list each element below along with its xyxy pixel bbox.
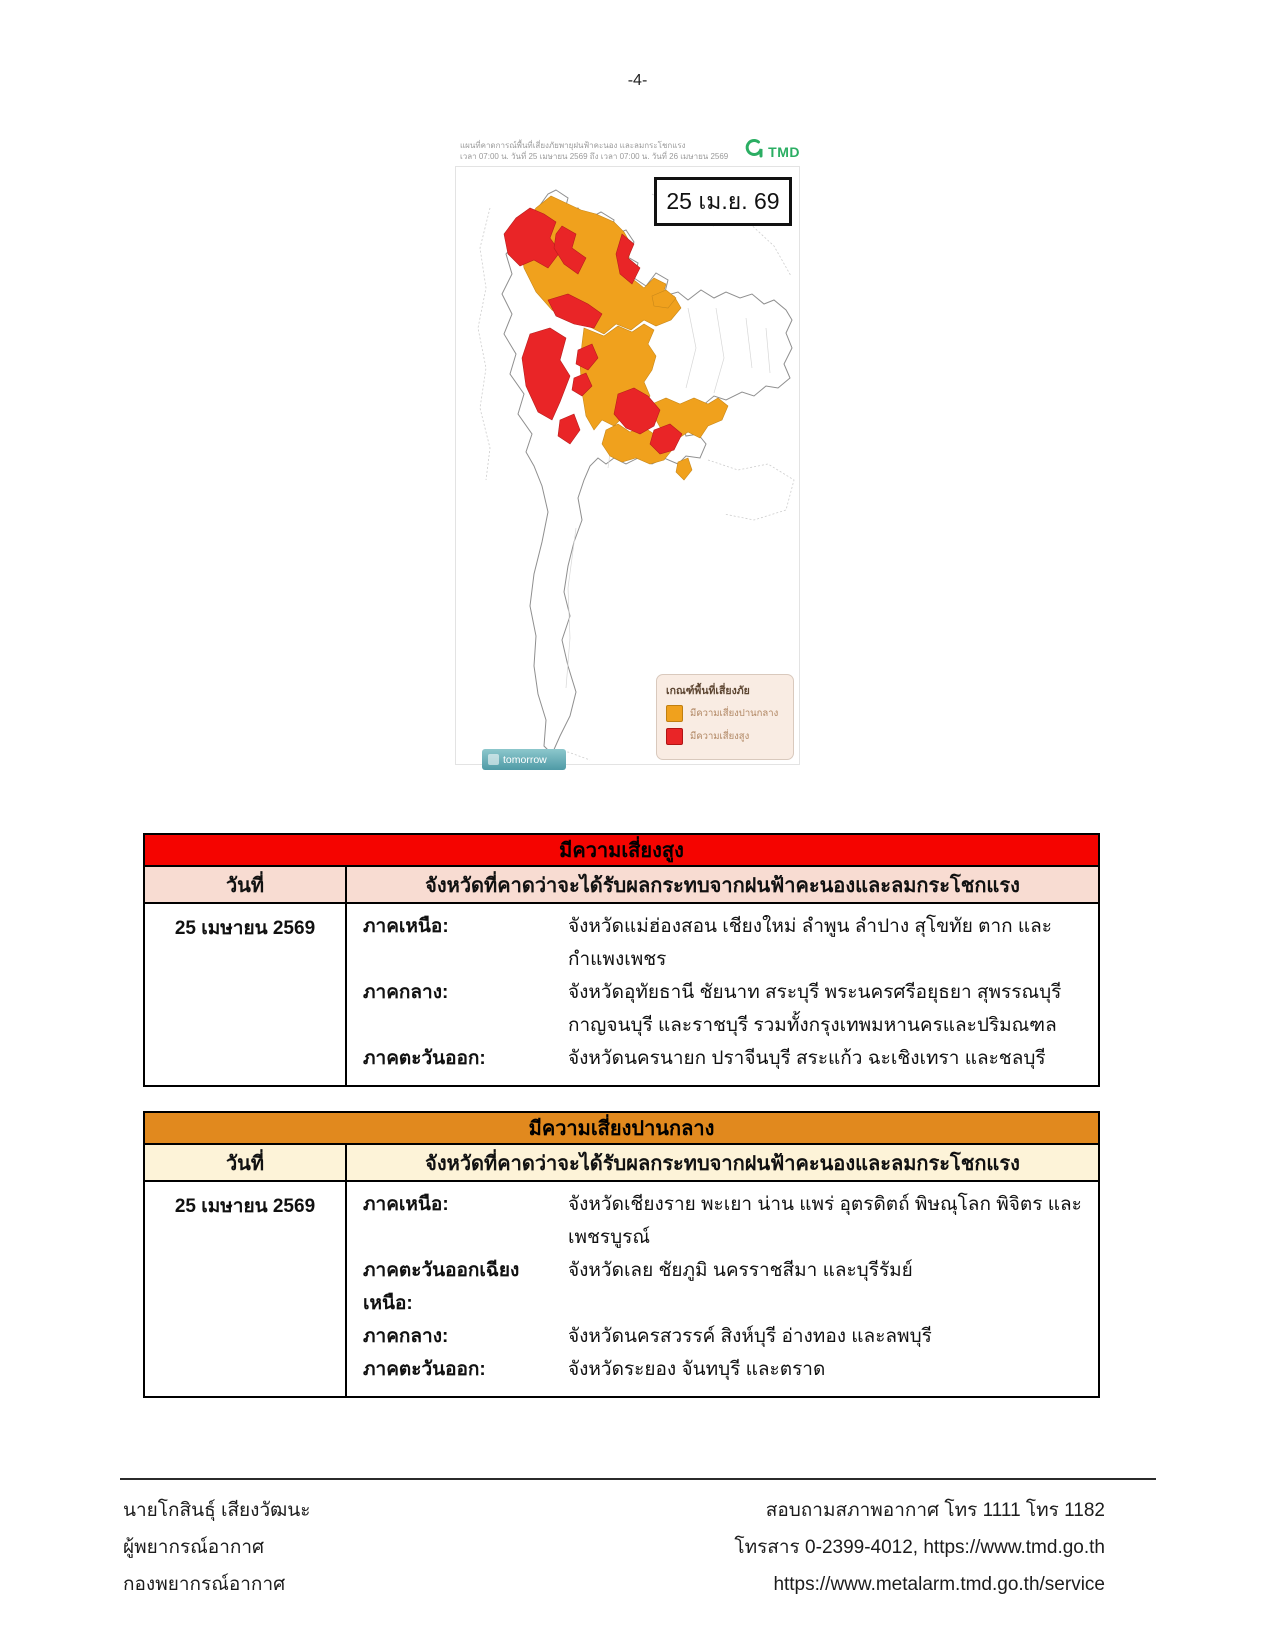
region-provinces: จังหวัดนครสวรรค์ สิงห์บุรี อ่างทอง และลพบุรี — [568, 1326, 932, 1347]
map-title-line1: แผนที่คาดการณ์พื้นที่เสี่ยงภัยพายุฝนฟ้าคะนอง และลมกระโชกแรง — [460, 141, 686, 150]
medium-risk-swatch-icon — [666, 705, 683, 722]
forecaster-title: ผู้พยากรณ์อากาศ — [123, 1537, 265, 1558]
medium-risk-date: 25 เมษายน 2569 — [145, 1182, 347, 1396]
forecaster-division: กองพยากรณ์อากาศ — [123, 1574, 286, 1595]
table-row — [363, 1042, 1092, 1075]
contact-metalarm-url: https://www.metalarm.tmd.go.th/service — [773, 1574, 1105, 1595]
tmd-logo-text: TMD — [768, 143, 800, 160]
region-label: ภาคกลาง: — [363, 1326, 449, 1347]
risk-map-figure — [455, 138, 800, 765]
header-provinces-column: จังหวัดที่คาดว่าจะได้รับผลกระทบจากฝนฟ้าคะนองและลมกระโชกแรง — [425, 1152, 1020, 1175]
medium-risk-table-header — [143, 1145, 1100, 1182]
map-date-box: 25 เม.ย. 69 — [654, 177, 792, 226]
region-label: ภาคตะวันออก: — [363, 1359, 486, 1380]
map-legend — [656, 674, 794, 760]
region-label: ภาคเหนือ: — [363, 916, 449, 937]
table-row — [363, 1353, 1092, 1386]
high-risk-table-body — [143, 904, 1100, 1087]
high-risk-swatch-icon — [666, 728, 683, 745]
legend-label-medium: มีความเสี่ยงปานกลาง — [690, 708, 779, 719]
high-risk-regions — [347, 904, 1098, 1085]
forecaster-name: นายโกสินธุ์ เสียงวัฒนะ — [123, 1500, 311, 1521]
legend-label-high: มีความเสี่ยงสูง — [690, 731, 750, 742]
region-label: ภาคเหนือ: — [363, 1194, 449, 1215]
high-risk-table — [143, 833, 1100, 1087]
medium-risk-table-body — [143, 1182, 1100, 1398]
tomorrow-logo-icon — [488, 754, 499, 765]
region-provinces: จังหวัดเลย ชัยภูมิ นครราชสีมา และบุรีรัมย์ — [568, 1260, 913, 1281]
region-label: ภาคตะวันออก: — [363, 1048, 486, 1069]
footer-forecaster-info — [123, 1492, 311, 1603]
contact-fax-website: โทรสาร 0-2399-4012, https://www.tmd.go.th — [734, 1537, 1105, 1558]
header-date-column: วันที่ — [145, 867, 347, 902]
thailand-risk-map — [455, 166, 800, 765]
region-label: ภาคตะวันออกเฉียงเหนือ: — [363, 1260, 520, 1314]
medium-risk-regions — [347, 1182, 1098, 1396]
high-risk-table-header — [143, 867, 1100, 904]
region-provinces: จังหวัดอุทัยธานี ชัยนาท สระบุรี พระนครศรีอยุธยา สุพรรณบุรี กาญจนบุรี และราชบุรี รวมทั้งกรุงเทพมหานครและปริมณฑล — [568, 982, 1062, 1036]
legend-item-high — [666, 728, 784, 745]
region-provinces: จังหวัดนครนายก ปราจีนบุรี สระแก้ว ฉะเชิงเทรา และชลบุรี — [568, 1048, 1046, 1069]
region-provinces: จังหวัดระยอง จันทบุรี และตราด — [568, 1359, 826, 1380]
table-row — [363, 1320, 1092, 1353]
page-number: -4- — [627, 72, 648, 89]
footer-divider — [120, 1478, 1156, 1480]
legend-title: เกณฑ์พื้นที่เสี่ยงภัย — [666, 685, 750, 697]
tomorrow-watermark — [482, 749, 566, 770]
footer-contact-info — [734, 1492, 1105, 1603]
map-title — [460, 140, 730, 162]
contact-phone: สอบถามสภาพอากาศ โทร 1111 โทร 1182 — [765, 1500, 1105, 1521]
region-label: ภาคกลาง: — [363, 982, 449, 1003]
table-row — [363, 1188, 1092, 1254]
high-risk-table-title: มีความเสี่ยงสูง — [143, 833, 1100, 867]
header-provinces-column: จังหวัดที่คาดว่าจะได้รับผลกระทบจากฝนฟ้าคะนองและลมกระโชกแรง — [425, 874, 1020, 897]
high-risk-date: 25 เมษายน 2569 — [145, 904, 347, 1085]
region-provinces: จังหวัดแม่ฮ่องสอน เชียงใหม่ ลำพูน ลำปาง สุโขทัย ตาก และกำแพงเพชร — [568, 916, 1052, 970]
medium-risk-table-title: มีความเสี่ยงปานกลาง — [143, 1111, 1100, 1145]
region-provinces: จังหวัดเชียงราย พะเยา น่าน แพร่ อุตรดิตถ์ พิษณุโลก พิจิตร และเพชรบูรณ์ — [568, 1194, 1082, 1248]
tmd-logo — [743, 138, 800, 165]
header-date-column: วันที่ — [145, 1145, 347, 1180]
legend-item-medium — [666, 705, 784, 722]
medium-risk-table — [143, 1111, 1100, 1398]
tomorrow-logo-text: tomorrow — [503, 753, 547, 766]
table-row — [363, 976, 1092, 1042]
table-row — [363, 1254, 1092, 1320]
map-title-line2: เวลา 07:00 น. วันที่ 25 เมษายน 2569 ถึง เวลา 07:00 น. วันที่ 26 เมษายน 2569 — [460, 152, 729, 161]
table-row — [363, 910, 1092, 976]
tmd-swirl-icon — [743, 138, 765, 165]
